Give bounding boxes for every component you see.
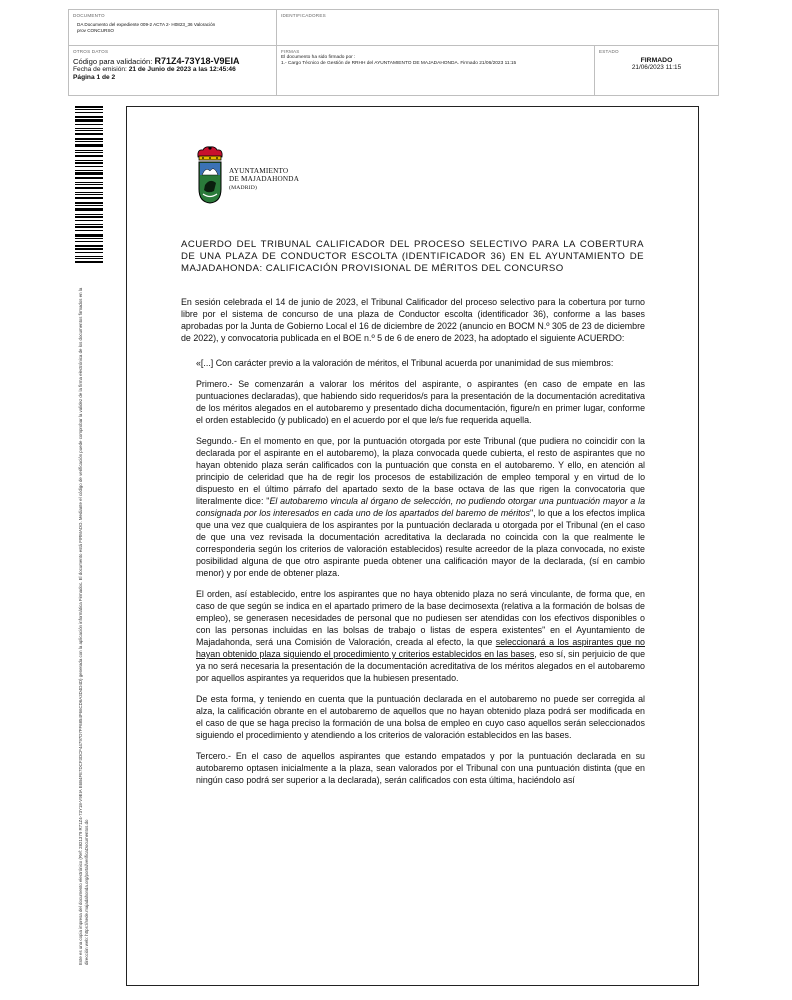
intro-paragraph: En sesión celebrada el 14 de junio de 2023, el Tribunal Calificador del proceso selectivo para la cobertura por turno libre por el sistema de concurso de una plaza de Conductor escolta (identificador 36), conforme a las bases aprobadas por la Junta de Gobierno Local el 16 de diciembre de 2022 (anuncio en BOCM N.º 305 de 23 de diciembre de 2022), y convocatoria publicada en el BOE n.º 5 de 6 de enero de 2023, ha adoptado el siguiente ACUERDO:: [181, 297, 645, 343]
documento-text-line2: prov CONCURSO: [77, 28, 115, 33]
firmas-label: FIRMAS: [281, 49, 300, 54]
page-counter: Página 1 de 2: [73, 74, 116, 81]
estado-cell: [595, 46, 718, 95]
documento-text: [73, 22, 272, 34]
coat-of-arms-icon: [192, 145, 228, 205]
otros-datos-cell: [69, 46, 277, 95]
tercero-paragraph: Tercero.- En el caso de aquellos aspirantes que estando empatados y por la puntuación declarada en su autobaremo optasen inicialmente a la plaza, sean valorados por el Tribunal con una puntuación distinta (que en ningún caso podrá ser superior a la declarada), serán calificados con esta última, haciéndolo así: [196, 751, 645, 785]
primero-paragraph: Primero.- Se comenzarán a valorar los méritos del aspirante, o aspirantes (en caso de empate en las puntuaciones declaradas), que habiendo sido requeridos/s para la presentación de la documentación acreditativa de los méritos alegados en el autobaremo y presentado dicha documentación, figure/n en primer lugar, conforme el orden establecido (y publicado) en el acuerdo por el que le/s fue requerida aquella.: [196, 379, 645, 425]
otros-datos-label: OTROS DATOS: [73, 49, 109, 54]
orden-paragraph: El orden, así establecido, entre los aspirantes que no haya obtenido plaza no será vinculante, de forma que, en caso de que según se indica en el apartado primero de la base decimosexta (relativa a la formación de bolsas de empleo), se generasen necesidades de personal que no pudiesen ser atendidas con los efectivos disponibles o con las personas incluidas en las bolsas de trabajo o listas de espera existentes" en el Ayuntamiento de Majadahonda, será una Comisión de Valoración, creada al efecto, la que seleccionará a los aspirantes que no hayan obtenido plaza siguiendo el procedimiento y criterios establecidos en las bases, eso sí, sin perjuicio de que ya no será necesaria la presentación de la documentación acreditativa de los méritos alegados en el autobaremo por aquellos aspirantes ya requeridos que la hubiesen presentado.: [196, 589, 646, 683]
documento-text-line1: DA Documento del expediente 009-2 ACTA 2- H0823_36 Valoración: [77, 22, 216, 27]
documento-label: DOCUMENTO: [73, 13, 105, 18]
organization-name: [229, 167, 299, 192]
validation-code-prefix: Código para validación:: [73, 57, 153, 66]
emission-date: 21 de Junio de 2023 a las 12:45:46: [128, 66, 236, 73]
barcode-image: [75, 106, 103, 266]
org-line1: AYUNTAMIENTO: [229, 167, 289, 175]
emission-date-line: [73, 66, 272, 74]
emission-date-prefix: Fecha de emisión:: [73, 66, 127, 73]
documento-cell: [69, 10, 277, 46]
document-metadata-header: [68, 9, 719, 96]
identificadores-cell: [277, 10, 718, 46]
segundo-paragraph: Segundo.- En el momento en que, por la puntuación otorgada por este Tribunal (que pudiera no coincidir con la declarada por el aspirante en el autobaremo), la plaza convocada quede cubierta, el resto de aspirantes que no hayan obtenido plaza serán calificados con la puntuación que consta en el autobaremo. Y ello, en atención al principio de celeridad que ha de regir los procesos de estabilización de empleo temporal y en virtud de lo dispuesto en el último párrafo del apartado sexto de la base octava de las que rigen la convocatoria que literalmente dice: "El autobaremo vincula al órgano de selección, no pudiendo otorgar una puntuación mayor a la consignada por los interesados en cada uno de los apartados del baremo de méritos", lo que a los efectos implica que una vez que cualquiera de los aspirantes por la puntuación declarada u otorgada por el Tribunal (en el caso de que una vez revisada la documentación acreditativa la declarada no coincida con la que realmente le corresponderia según los criterios de valoración establecidos) resulte acreedor de la plaza convocada, no existe posibilidad alguna de que otro aspirante pueda obtener una calificación mayor de la declarada, (sí en cambio menor) y por ende de obtener plaza.: [196, 436, 646, 578]
verification-side-text: Este es una copia impresa del documento electrónico (Ref: 2821379 R71Z4-73Y18-V9EIA E6B4FE7DCF3DCF44797D7FF6854F66CD6A3D4D4D) generada con la aplicación informática Firmadoc. El documento está FIRMADO. Mediante el código de verificación puede comprobar la validez de la firma electrónica de los documentos firmados en la dirección web: https://sede.majadahonda.org/portal/verificaDocumentos.do: [78, 287, 89, 965]
firmas-line2: 1.- Cargo Técnico de Gestión de RRHH del AYUNTAMIENTO DE MAJADAHONDA. Firmado 21/06/2023 11:15: [281, 61, 517, 66]
validation-code[interactable]: R71Z4-73Y18-V9EIA: [154, 56, 240, 66]
org-line2: DE MAJADAHONDA: [229, 175, 300, 184]
estado-date: 21/06/2023 11:15: [631, 64, 682, 71]
firmas-cell: [277, 46, 595, 95]
validation-code-line: [73, 57, 272, 66]
firmas-line1: El documento ha sido firmado por :: [281, 55, 356, 60]
estado-label: ESTADO: [599, 49, 619, 54]
document-body: [181, 296, 645, 786]
quote-opening: «[...] Con carácter previo a la valoración de méritos, el Tribunal acuerda por unanimidad de sus miembros:: [196, 358, 614, 368]
identificadores-label: IDENTIFICADORES: [281, 13, 326, 18]
underlined-text: seleccionará a los aspirantes que no hayan obtenido plaza siguiendo el procedimiento y criterios establecidos en las bases: [196, 637, 645, 659]
org-line3: (MADRID): [229, 184, 258, 191]
quoted-base-text: El autobaremo vincula al órgano de selección, no pudiendo otorgar una puntuación mayor a la consignada por los interesados en cada uno de los apartados del baremo de méritos: [196, 496, 646, 518]
estado-status: FIRMADO: [640, 57, 673, 64]
forma-paragraph: De esta forma, y teniendo en cuenta que la puntuación declarada en el autobaremo no puede ser corregida al alza, la calificación obrante en el autobaremo de aquellos que no hayan obtenido plaza podrá ser modificada en el caso de que se haga preciso la formación de una bolsa de empleo en cuyo caso aquellos serán seleccionados siguiendo el procedimiento y atendiendo a los criterios de valoración establecidos en las bases.: [196, 694, 645, 740]
document-title: ACUERDO DEL TRIBUNAL CALIFICADOR DEL PROCESO SELECTIVO PARA LA COBERTURA DE UNA PLAZA DE CONDUCTOR ESCOLTA (IDENTIFICADOR 36) EN EL AYUNTAMIENTO DE MAJADAHONDA: CALIFICACIÓN PROVISIONAL DE MÉRITOS DEL CONCURSO: [181, 239, 644, 274]
